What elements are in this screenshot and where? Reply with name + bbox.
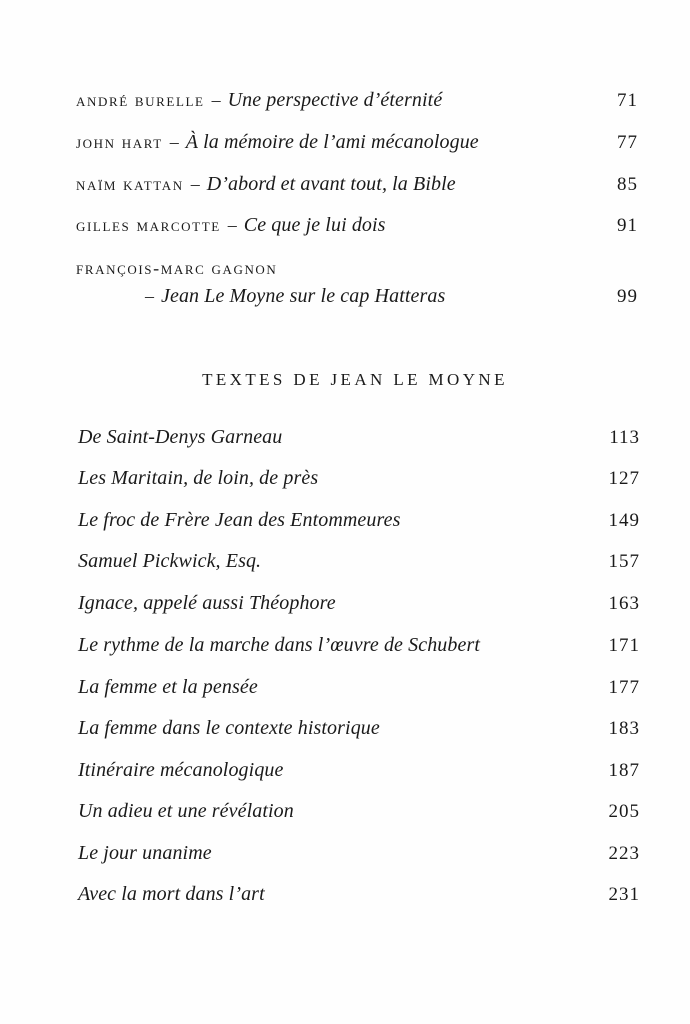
toc-entry-text bbox=[76, 173, 456, 196]
toc-text-entry bbox=[78, 550, 640, 580]
essay-title: À la mémoire de l’ami mécanologue bbox=[185, 131, 479, 153]
dash-separator: – bbox=[227, 215, 237, 235]
text-title: Le jour unanime bbox=[78, 842, 212, 864]
toc-entry-text bbox=[76, 258, 277, 279]
text-title: La femme dans le contexte historique bbox=[78, 717, 380, 739]
dash-separator: – bbox=[169, 132, 179, 152]
toc-text-entry bbox=[78, 676, 640, 706]
toc-text-entry bbox=[78, 592, 640, 622]
toc-text-entry bbox=[78, 842, 640, 872]
page-number: 91 bbox=[617, 215, 638, 236]
toc-entry-text bbox=[145, 285, 445, 308]
author-name: françois-marc gagnon bbox=[76, 258, 278, 278]
author-name: john hart bbox=[76, 132, 163, 152]
toc-text-entry bbox=[78, 800, 640, 830]
text-title: Avec la mort dans l’art bbox=[78, 883, 265, 905]
text-title: Un adieu et une révélation bbox=[78, 800, 294, 822]
page-number: 77 bbox=[617, 132, 638, 153]
page-number: 205 bbox=[608, 801, 640, 822]
toc-text-entry bbox=[78, 717, 640, 747]
text-title: De Saint-Denys Garneau bbox=[78, 426, 283, 448]
page-number: 187 bbox=[608, 760, 640, 781]
text-title: Ignace, appelé aussi Théophore bbox=[78, 592, 336, 614]
essay-title: D’abord et avant tout, la Bible bbox=[206, 173, 456, 195]
toc-entry-text bbox=[76, 214, 386, 237]
page-number: 183 bbox=[608, 718, 640, 739]
page-number: 223 bbox=[608, 843, 640, 864]
text-title: La femme et la pensée bbox=[78, 676, 258, 698]
text-title: Les Maritain, de loin, de près bbox=[78, 467, 319, 489]
toc-text-entry bbox=[78, 426, 640, 456]
page-number: 71 bbox=[617, 90, 638, 111]
page-number: 149 bbox=[608, 510, 640, 531]
dash-separator: – bbox=[211, 90, 221, 110]
page-number: 163 bbox=[608, 593, 640, 614]
toc-entry-hart bbox=[76, 131, 638, 161]
toc-text-entry bbox=[78, 759, 640, 789]
text-title: Samuel Pickwick, Esq. bbox=[78, 550, 262, 572]
page-number: 99 bbox=[617, 286, 638, 307]
section-heading: TEXTES DE JEAN LE MOYNE bbox=[202, 370, 508, 389]
toc-text-entry bbox=[78, 467, 640, 497]
text-title: Le rythme de la marche dans l’œuvre de Schubert bbox=[78, 634, 481, 656]
page-number: 157 bbox=[608, 551, 640, 572]
text-title: Le froc de Frère Jean des Entommeures bbox=[78, 509, 401, 531]
dash-separator: – bbox=[190, 174, 200, 194]
text-title: Itinéraire mécanologique bbox=[78, 759, 284, 781]
toc-entry-text bbox=[76, 131, 479, 154]
toc-entry-gagnon-title bbox=[145, 285, 638, 315]
author-name: andré burelle bbox=[76, 90, 205, 110]
page-number: 171 bbox=[608, 635, 640, 656]
page-number: 113 bbox=[609, 427, 640, 448]
essay-title: Une perspective d’éternité bbox=[227, 89, 443, 111]
toc-entry-burelle bbox=[76, 89, 638, 119]
author-name: naïm kattan bbox=[76, 174, 184, 194]
toc-text-entry bbox=[78, 634, 640, 664]
toc-entry-marcotte bbox=[76, 214, 638, 244]
essay-title: Ce que je lui dois bbox=[243, 214, 386, 236]
essay-title: Jean Le Moyne sur le cap Hatteras bbox=[161, 285, 446, 307]
page-number: 177 bbox=[608, 677, 640, 698]
toc-entry-kattan bbox=[76, 173, 638, 203]
page-number: 85 bbox=[617, 174, 638, 195]
dash-separator: – bbox=[145, 286, 154, 306]
toc-text-entry bbox=[78, 509, 640, 539]
toc-entry-text bbox=[76, 89, 442, 112]
toc-text-entry bbox=[78, 883, 640, 913]
author-name: gilles marcotte bbox=[76, 215, 221, 235]
page-number: 127 bbox=[608, 468, 640, 489]
toc-entry-gagnon-author bbox=[76, 258, 638, 288]
page-number: 231 bbox=[608, 884, 640, 905]
